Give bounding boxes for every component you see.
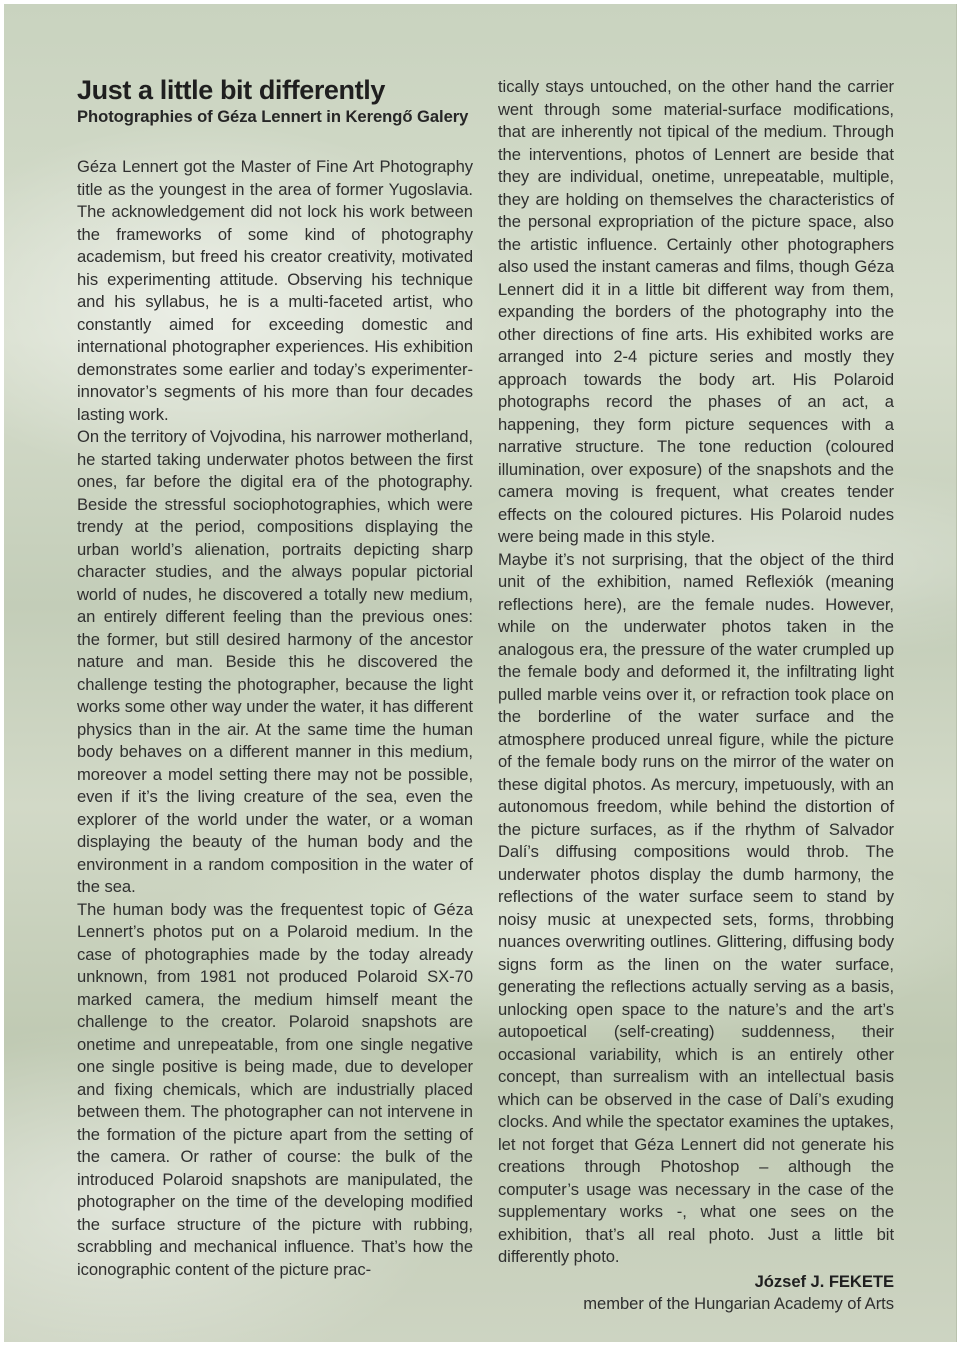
author-name: József J. FEKETE xyxy=(754,1271,894,1291)
author-role: member of the Hungarian Academy of Arts xyxy=(583,1294,894,1313)
left-column xyxy=(77,74,473,1281)
paragraph-polaroid: The human body was the frequentest topic of Géza Lennert’s photos put on a Polaroid medium. In the case of photographies made by the today already unknown, from 1981 not produced Polaroid SX-70 marked camera, the medium himself meant the challenge to the creator. Polaroid snapshots are onetime and unrepeatable, from one single negative one single positive is being made, due to developer and fixing chemicals, which are industrially placed between them. The photographer can not intervene in the formation of the picture apart from the setting of the camera. Or rather of course: the bulk of the introduced Polaroid snapshots are manipulated, the photographer on the time of the developing modified the surface structure of the picture with rubbing, scrabbling and mechanical influence. That’s how the iconographic content of the picture prac- xyxy=(77,899,473,1279)
paragraph-intro: Géza Lennert got the Master of Fine Art Photography title as the youngest in the area of former Yugoslavia. The acknowledgement did not lock his work between the frameworks of some kind of photography academism, but freed his creator creativity, motivated his experimenting attitude. Observing his technique and his syllabus, he is a multi-faceted artist, who constantly aimed for exceeding domestic and international photographer experiences. His exhibition demonstrates some earlier and today’s experimenter-innovator’s segments of his more than four decades lasting work. xyxy=(77,157,473,424)
right-column xyxy=(498,76,894,1316)
article-title: Just a little bit differently xyxy=(77,75,385,105)
paragraph-reflexiok: Maybe it’s not surprising, that the object of the third unit of the exhibition, named Reflexiók (meaning reflections here), are the female nudes. However, while on the underwater photos taken in the analogous era, the pressure of the water crumpled up the female body and deformed it, the infiltrating light pulled marble veins over it, or refraction took place on the borderline of the water surface and the atmosphere produced unreal figure, while the picture of the female body runs on the mirror of the water on these digital photos. As mercury, impetuously, with an autonomous freedom, while behind the distortion of the picture surfaces, as if the rhythm of Salvador Dalí’s diffusing compositions would throb. The underwater photos display the dumb harmony, the reflections of the water surface seem to stand by noisy music at unexpected sets, forms, throbbing nuances overwriting outlines. Glittering, diffusing body signs form as the linen on the water surface, generating the reflections actually serving as a basis, unlocking open space to the nature’s and the art’s autopoetical (self-creating) suddenness, their occasional variability, which is an entirely other concept, than surrealism with an intellectual basis which can be observed in the case of Dalí’s exuding clocks. And while the spectator examines the uptakes, let not forget that Géza Lennert did not generate his creations through Photoshop – although the computer’s usage was necessary in the case of the supplementary works -, what one sees on the exhibition, that’s all real photo. Just a little bit differently photo. xyxy=(498,549,894,1266)
page-background xyxy=(4,4,957,1342)
paragraph-underwater: On the territory of Vojvodina, his narrower motherland, he started taking underwater photos between the first ones, far before the digital era of the photography. Beside the stressful sociophotographies, which were trendy at the period, compositions displaying the urban world’s alienation, portraits depicting sharp character studies, and the always popular pictorial world of nudes, he discovered a totally new medium, an entirely different feeling than the previous ones: the former, but still desired harmony of the ancestor nature and man. Beside this he discovered the challenge testing the photographer, because the light works some other way under the water, it has different physics than in the air. At the same time the human body behaves on a different manner in this medium, moreover a model setting there may not be possible, even if it’s the living creature of the sea, even the explorer of the world under the water, or a woman displaying the beauty of the human body and the environment in a random composition in the water of the sea. xyxy=(77,427,473,896)
article-subtitle: Photographies of Géza Lennert in Kerengő Galery xyxy=(77,107,469,126)
paragraph-polaroid-continued: tically stays untouched, on the other hand the carrier went through some material-surface modifications, that are inherently not tipical of the medium. Through the interventions, photos of Lennert are beside that they are individual, onetime, unrepeatable, multiple, they are holding on themselves the characteristics of the personal expropriation of the picture space, also the artistic influence. Certainly other photographers also used the instant cameras and films, though Géza Lennert did it in a little bit different way from them, expanding the borders of the photography into the other directions of fine arts. His exhibited works are arranged into 2-4 picture series and mostly they approach towards the body art. His Polaroid photographs record the phases of an act, a happening, they form picture sequences with a narrative structure. The tone reduction (coloured illumination, over exposure) of the snapshots and the camera moving is frequent, what creates tender effects on the coloured pictures. His Polaroid nudes were being made in this style. xyxy=(498,77,894,546)
